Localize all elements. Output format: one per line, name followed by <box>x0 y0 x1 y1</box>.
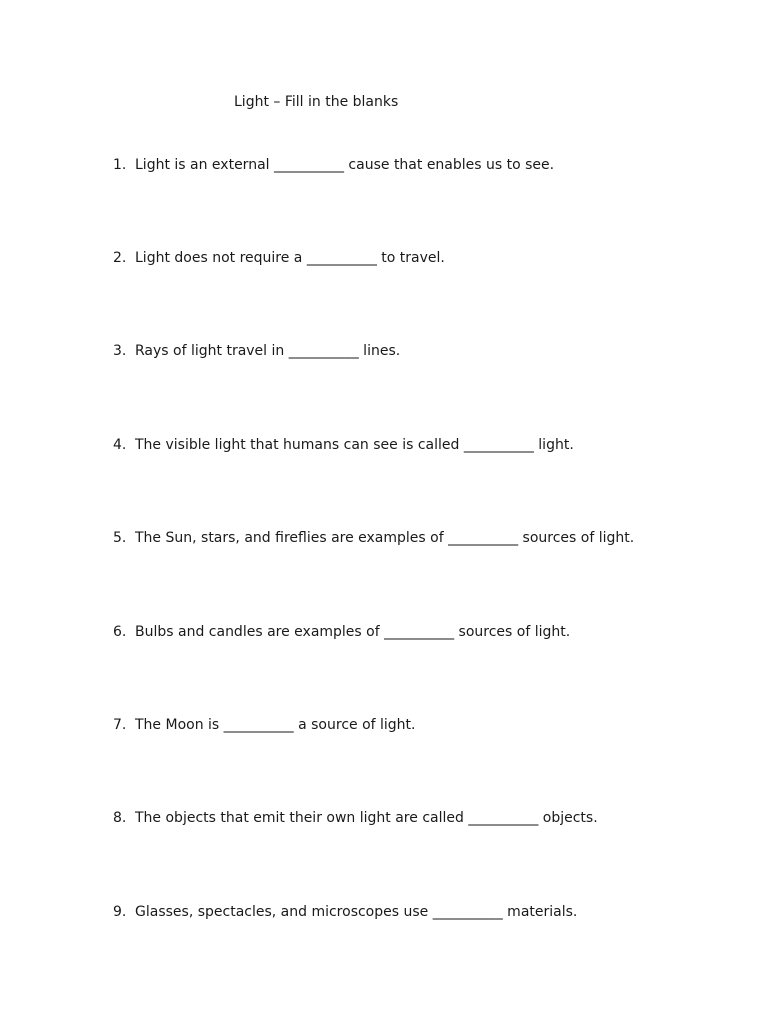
question-text: The visible light that humans can see is called __________ light. <box>135 437 574 453</box>
question-number: 9. <box>113 904 127 920</box>
question-number: 2. <box>113 250 127 266</box>
question-item <box>113 342 400 360</box>
question-text: Glasses, spectacles, and microscopes use __________ materials. <box>135 904 578 920</box>
question-text: Rays of light travel in __________ lines. <box>135 343 401 359</box>
question-text: The objects that emit their own light are called __________ objects. <box>135 810 598 826</box>
question-item <box>113 623 570 641</box>
question-number: 1. <box>113 157 127 173</box>
question-text: Light is an external __________ cause that enables us to see. <box>135 157 555 173</box>
question-item <box>113 249 445 267</box>
question-item <box>113 716 416 734</box>
question-number: 8. <box>113 810 127 826</box>
question-item <box>113 903 577 921</box>
question-number: 5. <box>113 530 127 546</box>
question-number: 3. <box>113 343 127 359</box>
question-number: 6. <box>113 624 127 640</box>
question-item <box>113 436 574 454</box>
question-text: The Moon is __________ a source of light. <box>135 717 416 733</box>
question-number: 4. <box>113 437 127 453</box>
question-number: 7. <box>113 717 127 733</box>
question-text: The Sun, stars, and fireflies are examples of __________ sources of light. <box>135 530 635 546</box>
question-text: Bulbs and candles are examples of __________ sources of light. <box>135 624 571 640</box>
page-title: Light – Fill in the blanks <box>234 94 399 110</box>
question-item <box>113 156 554 174</box>
question-item <box>113 529 634 547</box>
question-text: Light does not require a __________ to travel. <box>135 250 445 266</box>
question-item <box>113 809 598 827</box>
